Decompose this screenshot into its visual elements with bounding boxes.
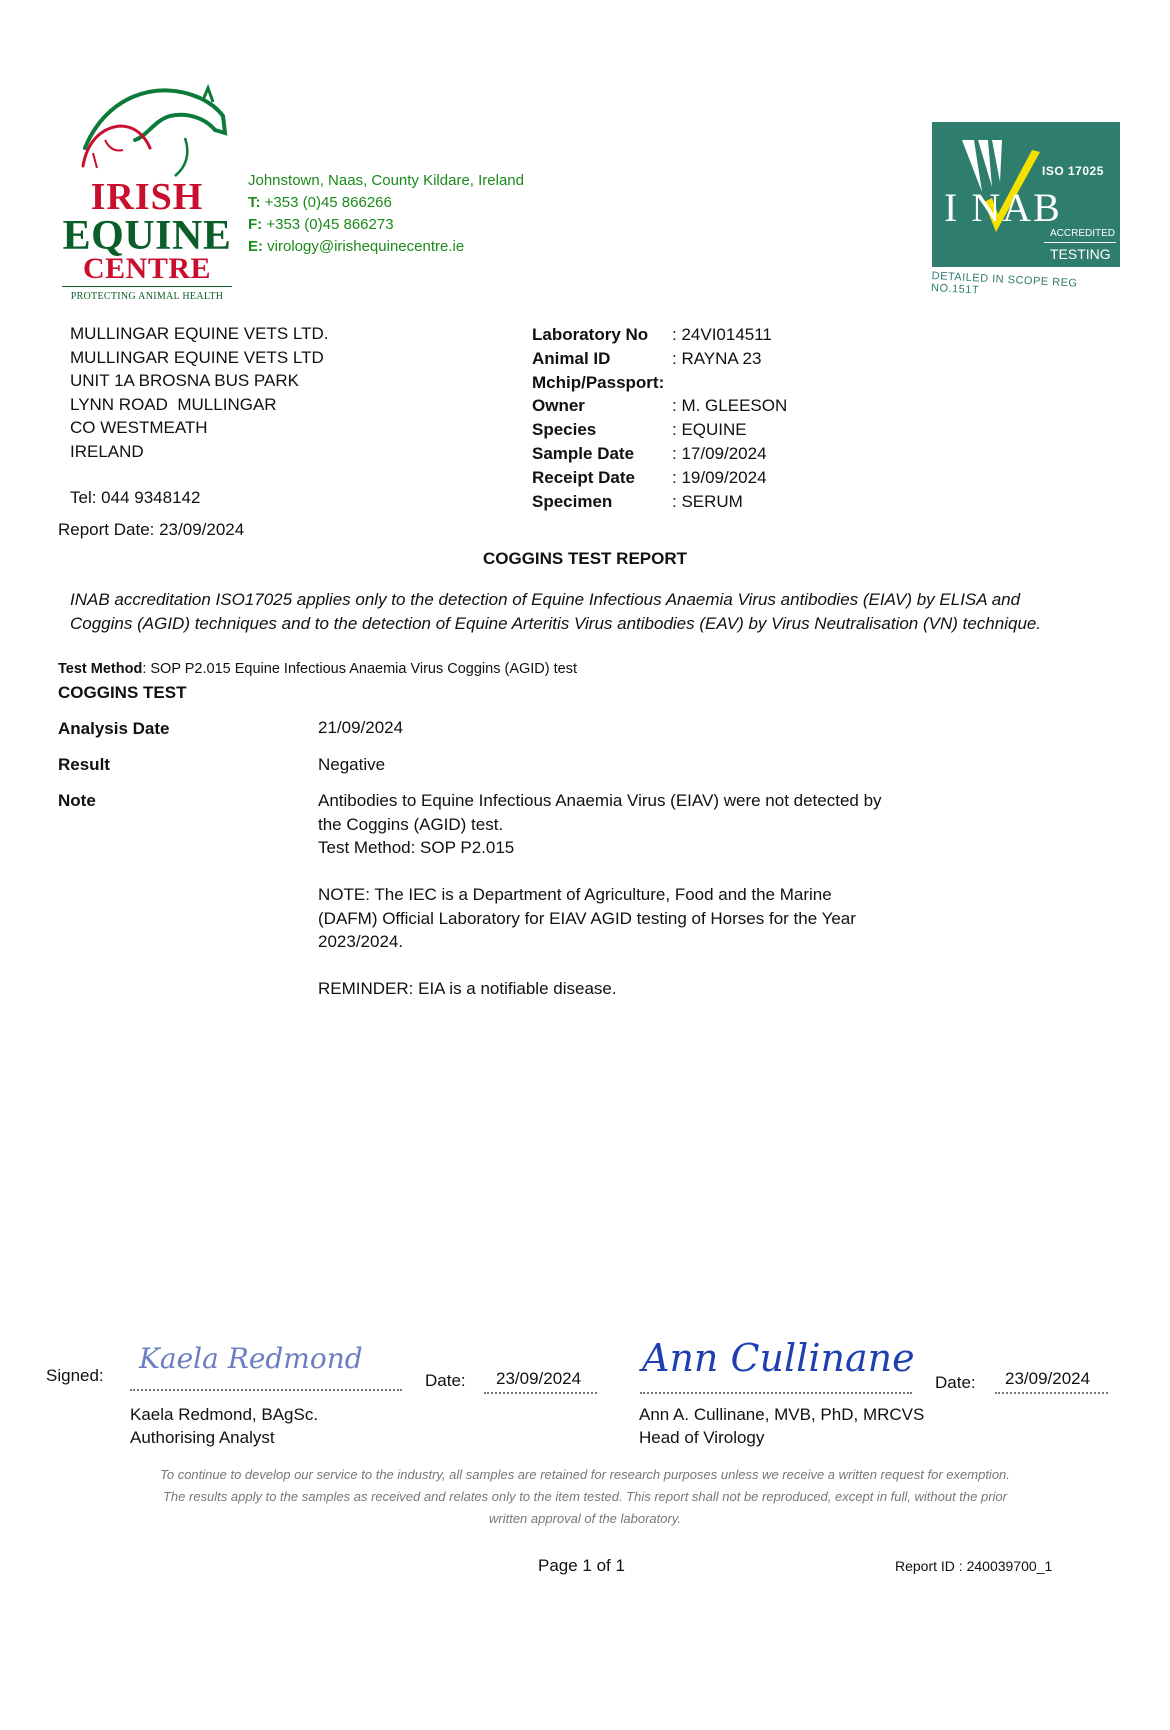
signature-kaela-redmond: [135, 1330, 363, 1380]
sig2-date: 23/09/2024: [1005, 1369, 1091, 1388]
info-label: Specimen: [532, 491, 613, 511]
info-row: [532, 466, 787, 490]
info-row: [532, 323, 787, 347]
address-line: CO WESTMEATH: [70, 418, 208, 437]
recipient-tel: Tel: 044 9348142: [70, 488, 201, 507]
inab-divider: [1044, 242, 1116, 243]
page-number: Page 1 of 1: [538, 1556, 625, 1575]
report-id: Report ID : 240039700_1: [895, 1558, 1053, 1574]
note-text: Antibodies to Equine Infectious Anaemia Virus (EIAV) were not detected by the Coggins (AGID) test. Test Method: SOP P2.015 NOTE: The IEC is a Department of Agriculture, Food and the Marine (DAFM) Official Laboratory for EIAV AGID testing of Horses for the Year 2023/2024. REMINDER: EIA is a notifiable disease.: [318, 791, 882, 998]
result-label: Result: [58, 755, 110, 774]
info-value: : 19/09/2024: [672, 467, 767, 487]
inab-iso-label: ISO 17025: [1042, 164, 1104, 178]
signature-line: [640, 1392, 912, 1394]
contact-block: [248, 170, 524, 258]
info-label: Owner: [532, 396, 585, 416]
irish-equine-centre-logo: [60, 78, 240, 303]
result-value: Negative: [318, 755, 386, 774]
recipient-address: [70, 322, 329, 463]
note-label: Note: [58, 791, 96, 810]
info-value: : SERUM: [672, 491, 743, 511]
address-line: UNIT 1A BROSNA BUS PARK: [70, 371, 299, 390]
logo-irish-text: IRISH: [90, 176, 204, 218]
date-label: Date:: [935, 1373, 976, 1392]
contact-phone: T: +353 (0)45 866266: [248, 194, 392, 211]
svg-text:Ann Cullinane: Ann Cullinane: [642, 1336, 915, 1380]
contact-fax: F: +353 (0)45 866273: [248, 216, 394, 233]
address-line: MULLINGAR EQUINE VETS LTD.: [70, 324, 329, 343]
report-title: COGGINS TEST REPORT: [482, 549, 688, 568]
test-method: Test Method: SOP P2.015 Equine Infectious Anaemia Virus Coggins (AGID) test: [58, 661, 578, 677]
inab-wordmark: I NAB: [944, 185, 1062, 230]
address-line: IRELAND: [70, 441, 144, 461]
report-date: Report Date: 23/09/2024: [58, 520, 245, 539]
horse-logo-icon: [75, 78, 235, 178]
logo-centre-text: CENTRE: [82, 252, 212, 285]
signed-label: Signed:: [46, 1366, 104, 1385]
footer-disclaimer: To continue to develop our service to the industry, all samples are retained for research purposes unless we receive a written request for exemption. The results apply to the samples as received and relates only to the item tested. This report shall not be reproduced, except in full, without the prior written approval of the laboratory.: [160, 1467, 1010, 1526]
accreditation-note: INAB accreditation ISO17025 applies only to the detection of Equine Infectious Anaemia Virus antibodies (EIAV) by ELISA and Coggins (AGID) techniques and to the detection of Equine Arteritis Virus antibodies (EAV) by Virus Neutralisation (VN) technique.: [70, 590, 1042, 633]
info-label: Species: [532, 420, 597, 440]
date-line: [995, 1392, 1108, 1394]
address-line: LYNN ROAD MULLINGAR: [70, 394, 277, 414]
info-value: : RAYNA 23: [672, 348, 762, 368]
info-row: [532, 371, 787, 395]
inab-badge: [932, 122, 1120, 267]
analysis-date-label: Analysis Date: [58, 719, 170, 738]
info-label: Sample Date: [532, 443, 635, 463]
coggins-test-heading: COGGINS TEST: [58, 683, 187, 702]
info-row: [532, 394, 787, 418]
info-label: Laboratory No: [532, 325, 649, 344]
contact-address: Johnstown, Naas, County Kildare, Ireland: [248, 172, 524, 189]
info-value: : 24VI014511: [672, 325, 772, 344]
logo-equine-text: EQUINE: [62, 213, 232, 259]
analysis-date-value: 21/09/2024: [318, 718, 404, 737]
info-row: [532, 418, 787, 442]
inab-accreditation-logo: [930, 122, 1122, 297]
info-label: Animal ID: [532, 348, 611, 368]
signature-line: [130, 1389, 402, 1391]
info-row: [532, 347, 787, 371]
info-label: Mchip/Passport:: [532, 372, 665, 392]
info-label: Receipt Date: [532, 467, 635, 487]
sig1-date: 23/09/2024: [496, 1369, 582, 1388]
svg-text:Kaela Redmond: Kaela Redmond: [139, 1342, 363, 1375]
info-row: [532, 442, 787, 466]
contact-email[interactable]: E: virology@irishequinecentre.ie: [248, 238, 465, 255]
sig1-name-block: Kaela Redmond, BAgSc. Authorising Analyst: [130, 1405, 319, 1447]
logo-tagline: PROTECTING ANIMAL HEALTH: [62, 286, 232, 302]
inab-scope-text: DETAILED IN SCOPE REG NO.151T: [930, 270, 1078, 297]
lab-info-table: [532, 323, 787, 513]
sig2-name-block: Ann A. Cullinane, MVB, PhD, MRCVS Head of Virology: [639, 1405, 925, 1447]
date-label: Date:: [425, 1371, 466, 1390]
signature-ann-cullinane: [636, 1325, 915, 1390]
address-line: MULLINGAR EQUINE VETS LTD: [70, 347, 324, 367]
inab-testing-label: TESTING: [1050, 246, 1111, 262]
info-value: : 17/09/2024: [672, 443, 767, 463]
info-value: : M. GLEESON: [672, 396, 788, 416]
info-value: : EQUINE: [672, 420, 747, 440]
inab-accredited-label: ACCREDITED: [1050, 228, 1116, 239]
info-row: [532, 490, 787, 514]
date-line: [484, 1392, 597, 1394]
